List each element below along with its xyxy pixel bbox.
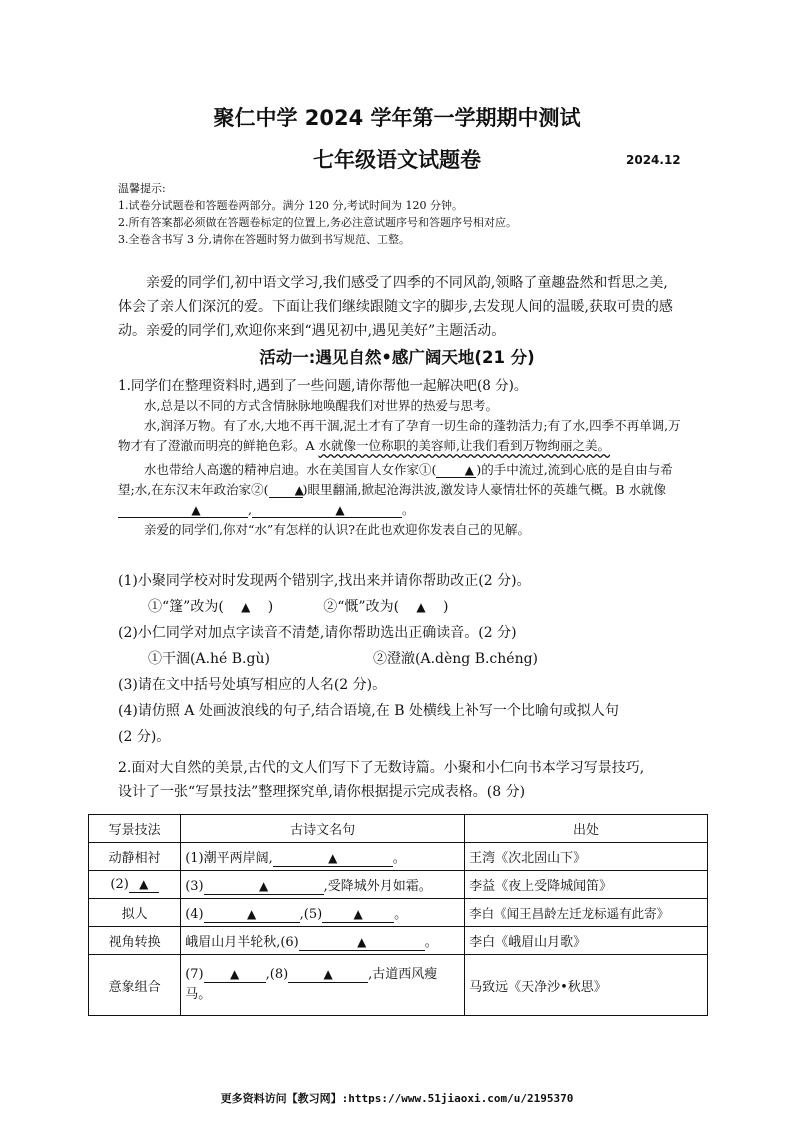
q2-stem: 设计了一张“写景技法”整理探究单,请你根据提示完成表格。(8 分)	[118, 784, 526, 800]
answer-blank[interactable]: ▲	[204, 879, 324, 895]
pinyin-option[interactable]: ②澄澈(A.dèng B.chéng)	[373, 651, 539, 667]
answer-blank[interactable]	[118, 503, 248, 518]
table-row	[89, 927, 708, 955]
q1-sub-1: (1)小聚同学校对时发现两个错别字,找出来并请你帮助改正(2 分)。	[118, 573, 531, 589]
answer-blank[interactable]: ▲	[204, 907, 300, 923]
verse-cell: (7) ▲ ,(8) ▲ ,古道西风瘦马。	[181, 955, 465, 1016]
question-2	[118, 756, 688, 804]
pinyin-option[interactable]: ①干涸(A.hé B.gù)	[148, 651, 270, 667]
table-row	[89, 871, 708, 899]
q1-paragraph: 水,润泽万物。有了水,大地不再干涸,泥土才有了孕育一切生命的蓬勃活力;有了水,四季不再单调,万物才有了澄澈而明亮的鲜艳色彩。A 水就像一位称职的美容师,让我们看到万物绚丽之美。	[118, 418, 681, 453]
blank-marker: ▲	[335, 503, 345, 517]
page-subtitle: 七年级语文试题卷	[313, 148, 481, 172]
q1-paragraph: 亲爱的同学们,你对“水”有怎样的认识?在此也欢迎你发表自己的见解。	[144, 522, 530, 537]
table-header: 出处	[465, 815, 708, 843]
q1-sub-2-options	[118, 646, 688, 672]
answer-blank[interactable]: ▲	[299, 935, 425, 951]
blank-marker: ▲	[191, 503, 201, 517]
intro-paragraph: 亲爱的同学们,初中语文学习,我们感受了四季的不同风韵,领略了童趣盎然和哲思之美,体会了亲人们深沉的爱。下面让我们继续跟随文字的脚步,去发现人间的温暖,获取可贵的感动。亲爱的同学们,欢迎你来到“遇见初中,遇见美好”主题活动。	[118, 275, 673, 339]
answer-blank[interactable]: ▲	[129, 877, 159, 893]
answer-blank[interactable]: ▲	[204, 967, 266, 983]
q1-sub-3: (3)请在文中括号处填写相应的人名(2 分)。	[118, 677, 387, 693]
source-cell: 王湾《次北固山下》	[465, 843, 708, 871]
answer-blank[interactable]	[252, 503, 402, 518]
source-cell: 马致远《天净沙•秋思》	[465, 955, 708, 1016]
q1-subquestions	[118, 568, 688, 750]
q1-stem: 1.同学们在整理资料时,遇到了一些问题,请你帮他一起解决吧(8 分)。	[118, 378, 528, 394]
table-row	[89, 843, 708, 871]
answer-blank[interactable]	[269, 483, 303, 498]
technique-table	[88, 814, 708, 1016]
blank-marker: ▲	[294, 483, 304, 497]
footer-link[interactable]: 更多资料访问【教习网】:https://www.51jiaoxi.com/u/2195370	[220, 1092, 574, 1105]
source-cell: 李白《峨眉山月歌》	[465, 927, 708, 955]
verse-cell: (4) ▲ ,(5) ▲ 。	[181, 899, 465, 927]
verse-cell: (3) ▲ ,受降城外月如霜。	[181, 871, 465, 899]
source-cell: 李益《夜上受降城闻笛》	[465, 871, 708, 899]
answer-blank[interactable]: ▲	[241, 600, 251, 614]
tip-item: 1.试卷分试题卷和答题卷两部分。满分 120 分,考试时间为 120 分钟。	[118, 199, 463, 212]
q1-sub-4: (4)请仿照 A 处画波浪线的句子,结合语境,在 B 处横线上补写一个比喻句或拟人句	[118, 703, 619, 719]
q1-paragraph: 水,总是以不同的方式含情脉脉地唤醒我们对世界的热爱与思考。	[144, 398, 498, 413]
answer-blank[interactable]: ▲	[273, 851, 393, 867]
q1-sub-4: (2 分)。	[118, 729, 171, 745]
table-header: 古诗文名句	[181, 815, 465, 843]
technique-cell: 视角转换	[89, 927, 181, 955]
q1-sub-2: (2)小仁同学对加点字读音不清楚,请你帮助选出正确读音。(2 分)	[118, 625, 517, 641]
technique-cell: (2) ▲	[89, 871, 181, 899]
answer-blank[interactable]: ▲	[288, 967, 368, 983]
tips	[118, 180, 708, 248]
table-header-row	[89, 815, 708, 843]
table-row	[89, 899, 708, 927]
tip-item: 3.全卷含书写 3 分,请你在答题时努力做到书写规范、工整。	[118, 233, 410, 246]
q1-paragraph: 水也带给人高邈的精神启迪。水在美国盲人女作家①( ▲ )的手中流过,流到心底的是自由与希望;水,在东汉末年政治家②( ▲)眼里翻涌,掀起沧海洪波,激发诗人豪情壮怀的英雄气概。B 水就像▲ , ▲ 。	[118, 462, 673, 517]
source-cell: 李白《闻王昌龄左迁龙标遥有此寄》	[465, 899, 708, 927]
activity-heading: 活动一:遇见自然•感广阔天地(21 分)	[259, 348, 535, 367]
table-header: 写景技法	[89, 815, 181, 843]
verse-cell: (1)潮平两岸阔, ▲ 。	[181, 843, 465, 871]
tips-header: 温馨提示:	[118, 182, 166, 195]
question-1	[118, 376, 688, 540]
answer-blank[interactable]	[436, 463, 476, 478]
exam-date: 2024.12	[626, 153, 681, 167]
blank-marker: ▲	[464, 463, 474, 477]
technique-cell: 意象组合	[89, 955, 181, 1016]
q1-sub-1-answers: ①“篷”改为( ▲ ) ②“慨”改为( ▲ )	[118, 594, 688, 620]
tip-item: 2.所有答案都必须做在答题卷标定的位置上,务必注意试题序号和答题序号相对应。	[118, 216, 517, 229]
answer-blank[interactable]: ▲	[416, 600, 426, 614]
table-row	[89, 955, 708, 1016]
q2-stem: 2.面对大自然的美景,古代的文人们写下了无数诗篇。小聚和小仁向书本学习写景技巧,	[118, 760, 645, 776]
answer-blank[interactable]: ▲	[322, 907, 394, 923]
page-title: 聚仁中学 2024 学年第一学期期中测试	[213, 106, 581, 130]
technique-cell: 动静相衬	[89, 843, 181, 871]
wavy-sentence: 水就像一位称职的美容师,让我们看到万物绚丽之美。	[318, 438, 610, 453]
technique-cell: 拟人	[89, 899, 181, 927]
verse-cell: 峨眉山月半轮秋,(6) ▲ 。	[181, 927, 465, 955]
